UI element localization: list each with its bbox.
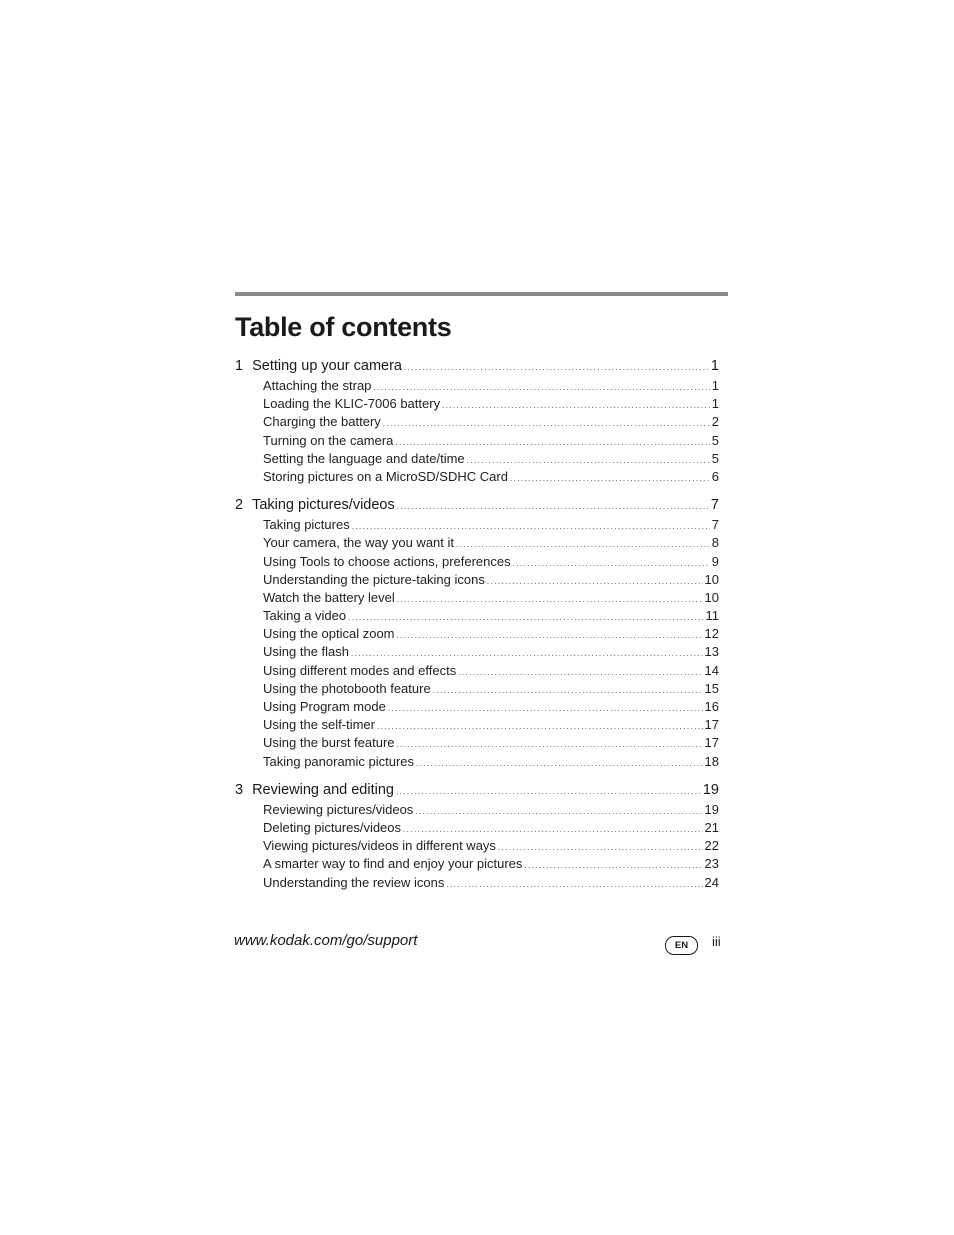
entry-page: 12: [704, 626, 719, 642]
dot-leader: [513, 554, 710, 569]
toc-entry[interactable]: [235, 644, 719, 662]
chapter-title: Reviewing and editing: [252, 781, 394, 798]
page-title: Table of contents: [235, 312, 452, 342]
toc-entry[interactable]: [235, 717, 719, 735]
dot-leader: [416, 754, 703, 769]
entry-page: 16: [704, 699, 719, 714]
chapter-page: 7: [710, 497, 719, 514]
dot-leader: [458, 663, 702, 678]
toc-entry[interactable]: [235, 433, 719, 451]
dot-leader: [348, 608, 703, 623]
entry-title: Using Program mode: [263, 699, 386, 714]
dot-leader: [383, 414, 710, 429]
chapter-page: 1: [710, 358, 719, 374]
entry-page: 14: [704, 662, 719, 678]
language-badge: EN: [665, 936, 698, 955]
entry-page: 21: [704, 819, 719, 835]
toc-entry[interactable]: [235, 856, 719, 874]
dot-leader: [397, 590, 703, 605]
page-number: iii: [712, 934, 721, 949]
toc-entry[interactable]: [235, 663, 719, 681]
entry-title: Using the optical zoom: [263, 626, 395, 642]
entry-title: Using different modes and effects: [263, 662, 457, 678]
toc-section: [235, 497, 719, 772]
toc-entry[interactable]: [235, 396, 719, 414]
dot-leader: [456, 535, 710, 550]
entry-page: 5: [711, 432, 719, 448]
toc-entry[interactable]: [235, 572, 719, 590]
entry-title: Setting the language and date/time: [263, 450, 465, 466]
entry-title: Deleting pictures/videos: [263, 819, 402, 835]
toc-entry[interactable]: [235, 378, 719, 396]
toc-entry[interactable]: [235, 699, 719, 717]
entry-title: A smarter way to find and enjoy your pictures: [263, 856, 523, 872]
dot-leader: [404, 358, 709, 374]
entry-title: Charging the battery: [263, 414, 381, 430]
dot-leader: [396, 782, 701, 798]
entry-page: 5: [711, 450, 719, 466]
toc-entry[interactable]: [235, 754, 719, 772]
entry-title: Using the burst feature: [263, 735, 395, 751]
dot-leader: [442, 396, 710, 411]
toc-entry[interactable]: [235, 626, 719, 644]
toc-entry[interactable]: [235, 838, 719, 856]
entry-title: Reviewing pictures/videos: [263, 801, 414, 817]
entry-title: Using the flash: [263, 644, 349, 660]
entry-title: Using the self-timer: [263, 717, 375, 733]
dot-leader: [467, 451, 710, 466]
entry-title: Viewing pictures/videos in different ways: [263, 838, 496, 854]
entry-title: Taking panoramic pictures: [263, 753, 415, 769]
toc-entry[interactable]: [235, 590, 719, 608]
dot-leader: [351, 644, 703, 659]
entry-page: 1: [711, 378, 719, 393]
chapter-number: 2: [235, 497, 244, 514]
dot-leader: [446, 875, 702, 890]
entry-page: 10: [704, 571, 719, 587]
toc-entry[interactable]: [235, 802, 719, 820]
chapter-number: 1: [235, 358, 244, 374]
entry-page: 18: [704, 753, 719, 769]
dot-leader: [352, 517, 710, 532]
entry-title: Turning on the camera: [263, 432, 394, 448]
toc-entry[interactable]: [235, 517, 719, 535]
entry-title: Loading the KLIC-7006 battery: [263, 396, 441, 412]
entry-title: Understanding the review icons: [263, 874, 445, 890]
entry-page: 1: [711, 396, 719, 412]
chapter-title: Setting up your camera: [252, 358, 402, 374]
toc-entry[interactable]: [235, 875, 719, 893]
entry-page: 2: [711, 414, 719, 430]
entry-title: Using Tools to choose actions, preferences: [263, 553, 511, 569]
header-rule: [235, 292, 728, 296]
toc-entry[interactable]: [235, 535, 719, 553]
table-of-contents: [235, 358, 719, 903]
entry-page: 24: [704, 874, 719, 890]
toc-chapter-heading[interactable]: [235, 782, 719, 802]
toc-entry[interactable]: [235, 681, 719, 699]
entry-title: Storing pictures on a MicroSD/SDHC Card: [263, 468, 508, 484]
support-url[interactable]: www.kodak.com/go/support: [234, 932, 418, 949]
entry-title: Attaching the strap: [263, 378, 372, 393]
entry-page: 10: [704, 589, 719, 605]
toc-chapter-heading[interactable]: [235, 358, 719, 378]
toc-entry[interactable]: [235, 451, 719, 469]
entry-page: 9: [711, 553, 719, 569]
entry-title: Watch the battery level: [263, 589, 395, 605]
dot-leader: [377, 717, 703, 732]
entry-page: 17: [704, 735, 719, 751]
toc-section: [235, 358, 719, 487]
chapter-title: Taking pictures/videos: [252, 497, 395, 514]
toc-entry[interactable]: [235, 820, 719, 838]
entry-page: 15: [704, 680, 719, 696]
entry-page: 19: [704, 801, 719, 817]
dot-leader: [498, 838, 703, 853]
toc-entry[interactable]: [235, 608, 719, 626]
entry-page: 23: [704, 856, 719, 872]
entry-page: 22: [704, 838, 719, 854]
dot-leader: [373, 378, 709, 393]
dot-leader: [397, 735, 703, 750]
dot-leader: [487, 572, 703, 587]
dot-leader: [397, 626, 703, 641]
dot-leader: [524, 856, 702, 871]
entry-title: Understanding the picture-taking icons: [263, 571, 485, 587]
entry-title: Using the photobooth feature: [263, 680, 431, 696]
toc-section: [235, 782, 719, 893]
dot-leader: [397, 497, 709, 513]
dot-leader: [403, 820, 703, 835]
dot-leader: [510, 469, 710, 484]
dot-leader: [415, 802, 702, 817]
entry-title: Your camera, the way you want it: [263, 535, 455, 551]
entry-page: 6: [711, 468, 719, 484]
entry-page: 7: [711, 517, 719, 533]
entry-title: Taking a video: [263, 608, 347, 624]
dot-leader: [395, 433, 709, 448]
toc-chapter-heading[interactable]: [235, 497, 719, 517]
dot-leader: [433, 681, 703, 696]
entry-page: 13: [704, 644, 719, 660]
toc-entry[interactable]: [235, 735, 719, 753]
entry-page: 17: [704, 717, 719, 733]
toc-entry[interactable]: [235, 554, 719, 572]
entry-page: 11: [705, 608, 719, 624]
chapter-page: 19: [702, 781, 719, 798]
toc-entry[interactable]: [235, 414, 719, 432]
toc-entry[interactable]: [235, 469, 719, 487]
entry-title: Taking pictures: [263, 517, 350, 533]
chapter-number: 3: [235, 781, 244, 798]
entry-page: 8: [711, 535, 719, 551]
dot-leader: [388, 699, 703, 714]
